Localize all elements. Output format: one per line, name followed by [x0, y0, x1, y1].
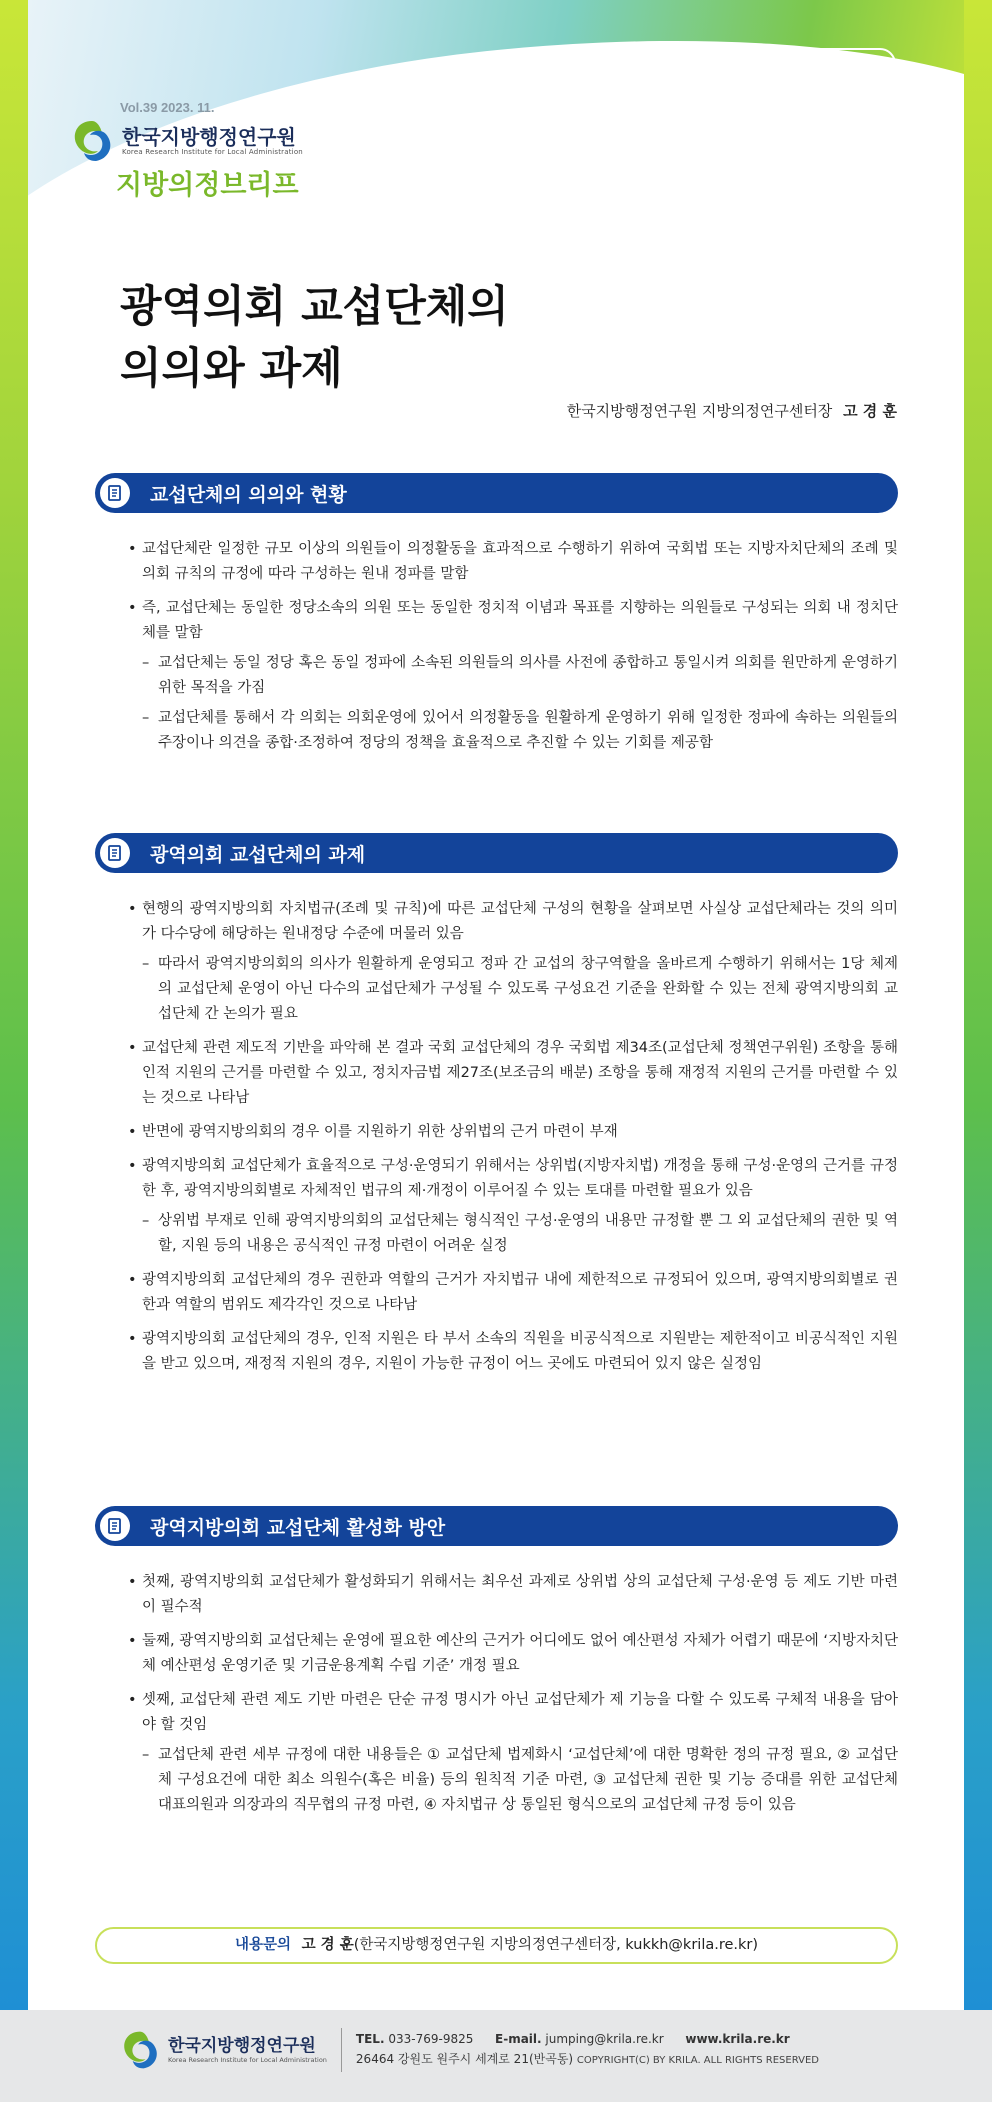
sub-list-item: – 교섭단체 관련 세부 규정에 대한 내용들은 ① 교섭단체 법제화시 ‘교섭단체’에 대한 명확한 정의 규정 필요, ② 교섭단체 구성요건에 대한 최소 의원수(혹은 비율) 등의 원칙적 기준 마련, ③ 교섭단체 권한 및 기능 증대를 위한 교섭단체 대표의원과 의장과의 직무협의 규정 마련, ④ 자치법규 상 통일된 형식으로의 교섭단체 규정 등이 있음	[128, 1743, 898, 1818]
sub-list-item: – 교섭단체를 통해서 각 의회는 의회운영에 있어서 의정활동을 원활하게 운영하기 위해 일정한 정파에 속하는 의원들의 주장이나 의견을 종합·조정하여 정당의 정책을 효율적으로 추진할 수 있는 기회를 제공함	[128, 706, 898, 756]
left-gradient-frame	[0, 0, 28, 2010]
list-item: • 첫째, 광역지방의회 교섭단체가 활성화되기 위해서는 최우선 과제로 상위법 상의 교섭단체 구성·운영 등 제도 기반 마련이 필수적	[128, 1570, 898, 1620]
email-label: E-mail.	[495, 2032, 542, 2046]
section-3-content	[128, 1570, 898, 1827]
list-item: • 셋째, 교섭단체 관련 제도 기반 마련은 단순 규정 명시가 아닌 교섭단체가 제 기능을 다할 수 있도록 구체적 내용을 담아야 할 것임	[128, 1688, 898, 1738]
document-icon	[100, 838, 130, 868]
org-row	[68, 117, 303, 165]
section-header-2	[95, 833, 898, 873]
footer-logo-icon	[118, 2028, 162, 2072]
section-header-1	[95, 473, 898, 513]
contact-box	[95, 1927, 898, 1964]
masthead	[68, 100, 303, 202]
sub-list-item: – 교섭단체는 동일 정당 혹은 동일 정파에 소속된 의원들의 의사를 사전에 종합하고 통일시켜 의회를 원만하게 운영하기 위한 목적을 가짐	[128, 651, 898, 701]
org-name: 한국지방행정연구원	[122, 125, 296, 149]
document-icon	[100, 1511, 130, 1541]
city-skyline-icon	[634, 120, 934, 260]
section-title: 광역지방의회 교섭단체 활성화 방안	[150, 1516, 446, 1539]
contact-label: 내용문의	[234, 1937, 291, 1953]
tel-label: TEL.	[355, 2032, 385, 2046]
footer	[0, 2010, 992, 2102]
list-item: • 광역지방의회 교섭단체의 경우, 인적 지원은 타 부서 소속의 직원을 비공식적으로 지원받는 제한적이고 비공식적인 지원을 받고 있으며, 재정적 지원의 경우, 지원이 가능한 규정이 어느 곳에도 마련되어 있지 않은 실정임	[128, 1327, 898, 1377]
section-1-content	[128, 537, 898, 765]
section-2-content	[128, 897, 898, 1386]
title-line-2: 의의와 과제	[120, 344, 343, 394]
footer-org-name: 한국지방행정연구원	[168, 2035, 316, 2056]
footer-inner	[118, 2028, 819, 2072]
footer-org-english: Korea Research Institute for Local Administration	[168, 2055, 327, 2064]
brief-title: 지방의정브리프	[116, 170, 299, 201]
right-gradient-frame	[964, 0, 992, 2010]
website-link[interactable]: www.krila.re.kr	[685, 2032, 790, 2046]
list-item: • 즉, 교섭단체는 동일한 정당소속의 의원 또는 동일한 정치적 이념과 목표를 지향하는 의원들로 구성되는 의회 내 정치단체를 말함	[128, 596, 898, 646]
volume-date: Vol.39 2023. 11.	[120, 100, 215, 115]
author-affiliation: 한국지방행정연구원 지방의정연구센터장	[566, 402, 833, 420]
footer-info	[356, 2029, 819, 2071]
list-item: • 광역지방의회 교섭단체가 효율적으로 구성·운영되기 위해서는 상위법(지방자치법) 개정을 통해 구성·운영의 근거를 규정한 후, 광역지방의회별로 자체적인 법규의 제·개정이 이루어질 수 있는 토대를 마련할 필요가 있음	[128, 1154, 898, 1204]
list-item: • 둘째, 광역지방의회 교섭단체는 운영에 필요한 예산의 근거가 어디에도 없어 예산편성 자체가 어렵기 때문에 ‘지방자치단체 예산편성 운영기준 및 기금운용계획 수립 기준’ 개정 필요	[128, 1629, 898, 1679]
section-header-3	[95, 1506, 898, 1546]
tel-number[interactable]: 033-769-9825	[388, 2032, 474, 2046]
list-item: • 현행의 광역지방의회 자치법규(조례 및 규칙)에 따른 교섭단체 구성의 현황을 살펴보면 사실상 교섭단체라는 것의 의미가 다수당에 해당하는 원내정당 수준에 머물러 있음	[128, 897, 898, 947]
document-icon	[100, 478, 130, 508]
list-item: • 교섭단체 관련 제도적 기반을 파악해 본 결과 국회 교섭단체의 경우 국회법 제34조(교섭단체 정책연구위원) 조항을 통해 인적 지원의 근거를 마련할 수 있고, 정치자금법 제27조(보조금의 배분) 조항을 통해 재정적 지원의 근거를 마련할 수 있는 것으로 나타남	[128, 1036, 898, 1111]
author-name: 고 경 훈	[843, 402, 897, 420]
address: 26464 강원도 원주시 세계로 21(반곡동)	[355, 2052, 574, 2066]
footer-divider	[341, 2028, 342, 2072]
sub-list-item: – 따라서 광역지방의회의 의사가 원활하게 운영되고 정파 간 교섭의 창구역할을 올바르게 수행하기 위해서는 1당 체제의 교섭단체 운영이 아닌 다수의 교섭단체가 구성될 수 있도록 구성요건 기준을 완화할 수 있는 전체 광역지방의회 교섭단체 간 논의가 필요	[128, 952, 898, 1027]
contact-detail[interactable]: (한국지방행정연구원 지방의정연구센터장, kukkh@krila.re.kr)	[353, 1937, 759, 1953]
copyright: COPYRIGHT(C) BY KRILA. ALL RIGHTS RESERVED	[576, 2055, 819, 2066]
krila-logo-icon	[68, 117, 116, 165]
list-item: • 교섭단체란 일정한 규모 이상의 의원들이 의정활동을 효과적으로 수행하기 위하여 국회법 또는 지방자치단체의 조례 및 의회 규칙의 규정에 따라 구성하는 원내 정파를 말함	[128, 537, 898, 587]
sub-list-item: – 상위법 부재로 인해 광역지방의회의 교섭단체는 형식적인 구성·운영의 내용만 규정할 뿐 그 외 교섭단체의 권한 및 역할, 지원 등의 내용은 공식적인 규정 마련이 어려운 실정	[128, 1209, 898, 1259]
document-title	[120, 276, 509, 400]
org-english-name: Korea Research Institute for Local Administration	[122, 148, 303, 156]
section-title: 교섭단체의 의의와 현황	[150, 483, 347, 506]
issue-badge: 제39호	[794, 48, 896, 80]
title-line-1: 광역의회 교섭단체의	[120, 282, 509, 332]
list-item: • 반면에 광역지방의회의 경우 이를 지원하기 위한 상위법의 근거 마련이 부재	[128, 1120, 898, 1145]
email-address[interactable]: jumping@krila.re.kr	[545, 2032, 664, 2046]
contact-name: 고 경 훈	[301, 1937, 354, 1953]
header	[28, 0, 964, 270]
section-title: 광역의회 교섭단체의 과제	[150, 843, 366, 866]
author-line	[567, 400, 897, 421]
list-item: • 광역지방의회 교섭단체의 경우 권한과 역할의 근거가 자치법규 내에 제한적으로 규정되어 있으며, 광역지방의회별로 권한과 역할의 범위도 제각각인 것으로 나타남	[128, 1268, 898, 1318]
